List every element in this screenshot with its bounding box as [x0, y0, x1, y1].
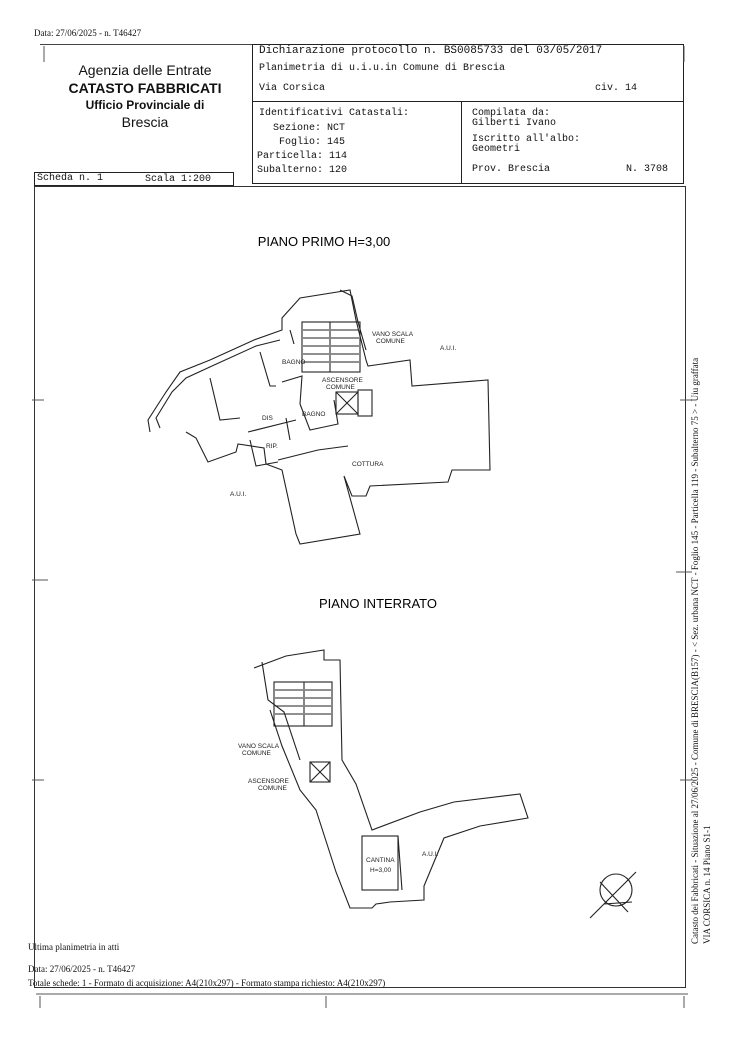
label-bagno-1: BAGNO	[282, 359, 306, 366]
footer-totale-schede: Totale schede: 1 - Formato di acquisizione: A4(210x297) - Formato stampa richiesto: A4(210x297)	[28, 978, 386, 988]
iscrizione-number: N. 3708	[626, 164, 669, 175]
ident-particella: Particella: 114	[257, 151, 348, 162]
label-rip: RIP.	[266, 443, 278, 450]
ident-sezione: Sezione: NCT	[273, 123, 346, 134]
prov-value: Prov. Brescia	[472, 164, 551, 175]
agency-name: Agenzia delle Entrate	[78, 62, 212, 78]
side-info-line1: Catasto dei Fabbricati - Situazione al 27/06/2025 - Comune di BRESCIA(B157) - < Sez. urbana NCT - Foglio 145 - Particella 119 - Subalterno 75 > - Uiu graffata	[690, 357, 700, 944]
ident-foglio: Foglio: 145	[279, 137, 346, 148]
label-comune-3: COMUNE	[242, 750, 271, 757]
agency-city: Brescia	[121, 114, 169, 130]
piano-primo-title: PIANO PRIMO H=3,00	[257, 234, 391, 249]
label-aui-3: A.U.I.	[422, 851, 439, 858]
top-date-stamp: Data: 27/06/2025 - n. T46427	[34, 28, 142, 38]
label-comune-4: COMUNE	[258, 785, 287, 792]
agency-catasto: CATASTO FABBRICATI	[68, 80, 222, 96]
scheda-number: Scheda n. 1	[37, 173, 104, 184]
label-comune-1: COMUNE	[376, 338, 405, 345]
side-info-line2: VIA CORSICA n. 14 Piano S1-1	[702, 825, 712, 944]
label-ascensore-1: ASCENSORE	[322, 377, 363, 384]
compilata-name: Gilberti Ivano	[472, 118, 557, 129]
label-aui-1: A.U.I.	[440, 345, 457, 352]
scala-value: Scala 1:200	[145, 174, 212, 185]
ultima-planimetria: Ultima planimetria in atti	[28, 942, 120, 952]
civ-text: civ. 14	[595, 83, 638, 94]
label-comune-2: COMUNE	[326, 384, 355, 391]
via-text: Via Corsica	[259, 83, 326, 94]
label-bagno-2: BAGNO	[302, 411, 326, 418]
agency-office: Ufficio Provinciale di	[85, 98, 205, 112]
footer-date-stamp: Data: 27/06/2025 - n. T46427	[28, 964, 136, 974]
label-vano-scala-2: VANO SCALA	[238, 743, 280, 750]
iscritto-label: Iscritto all'albo:	[472, 134, 581, 145]
label-dis: DIS	[262, 415, 273, 422]
dichiarazione-text: Dichiarazione protocollo n. BS0085733 del 03/05/2017	[259, 45, 603, 57]
label-ascensore-2: ASCENSORE	[248, 778, 289, 785]
label-cottura: COTTURA	[352, 461, 384, 468]
albo-value: Geometri	[472, 144, 521, 155]
label-cantina: CANTINA	[366, 857, 395, 864]
label-cantina-height: H=3,00	[370, 867, 392, 874]
ident-subalterno: Subalterno: 120	[257, 165, 348, 176]
planimetria-text: Planimetria di u.i.u.in Comune di Brescia	[259, 63, 506, 74]
label-vano-scala-1: VANO SCALA	[372, 331, 414, 338]
ident-title: Identificativi Catastali:	[259, 108, 410, 119]
label-aui-2: A.U.I.	[230, 491, 247, 498]
compilata-title: Compilata da:	[472, 108, 551, 119]
piano-interrato-title: PIANO INTERRATO	[319, 596, 437, 611]
